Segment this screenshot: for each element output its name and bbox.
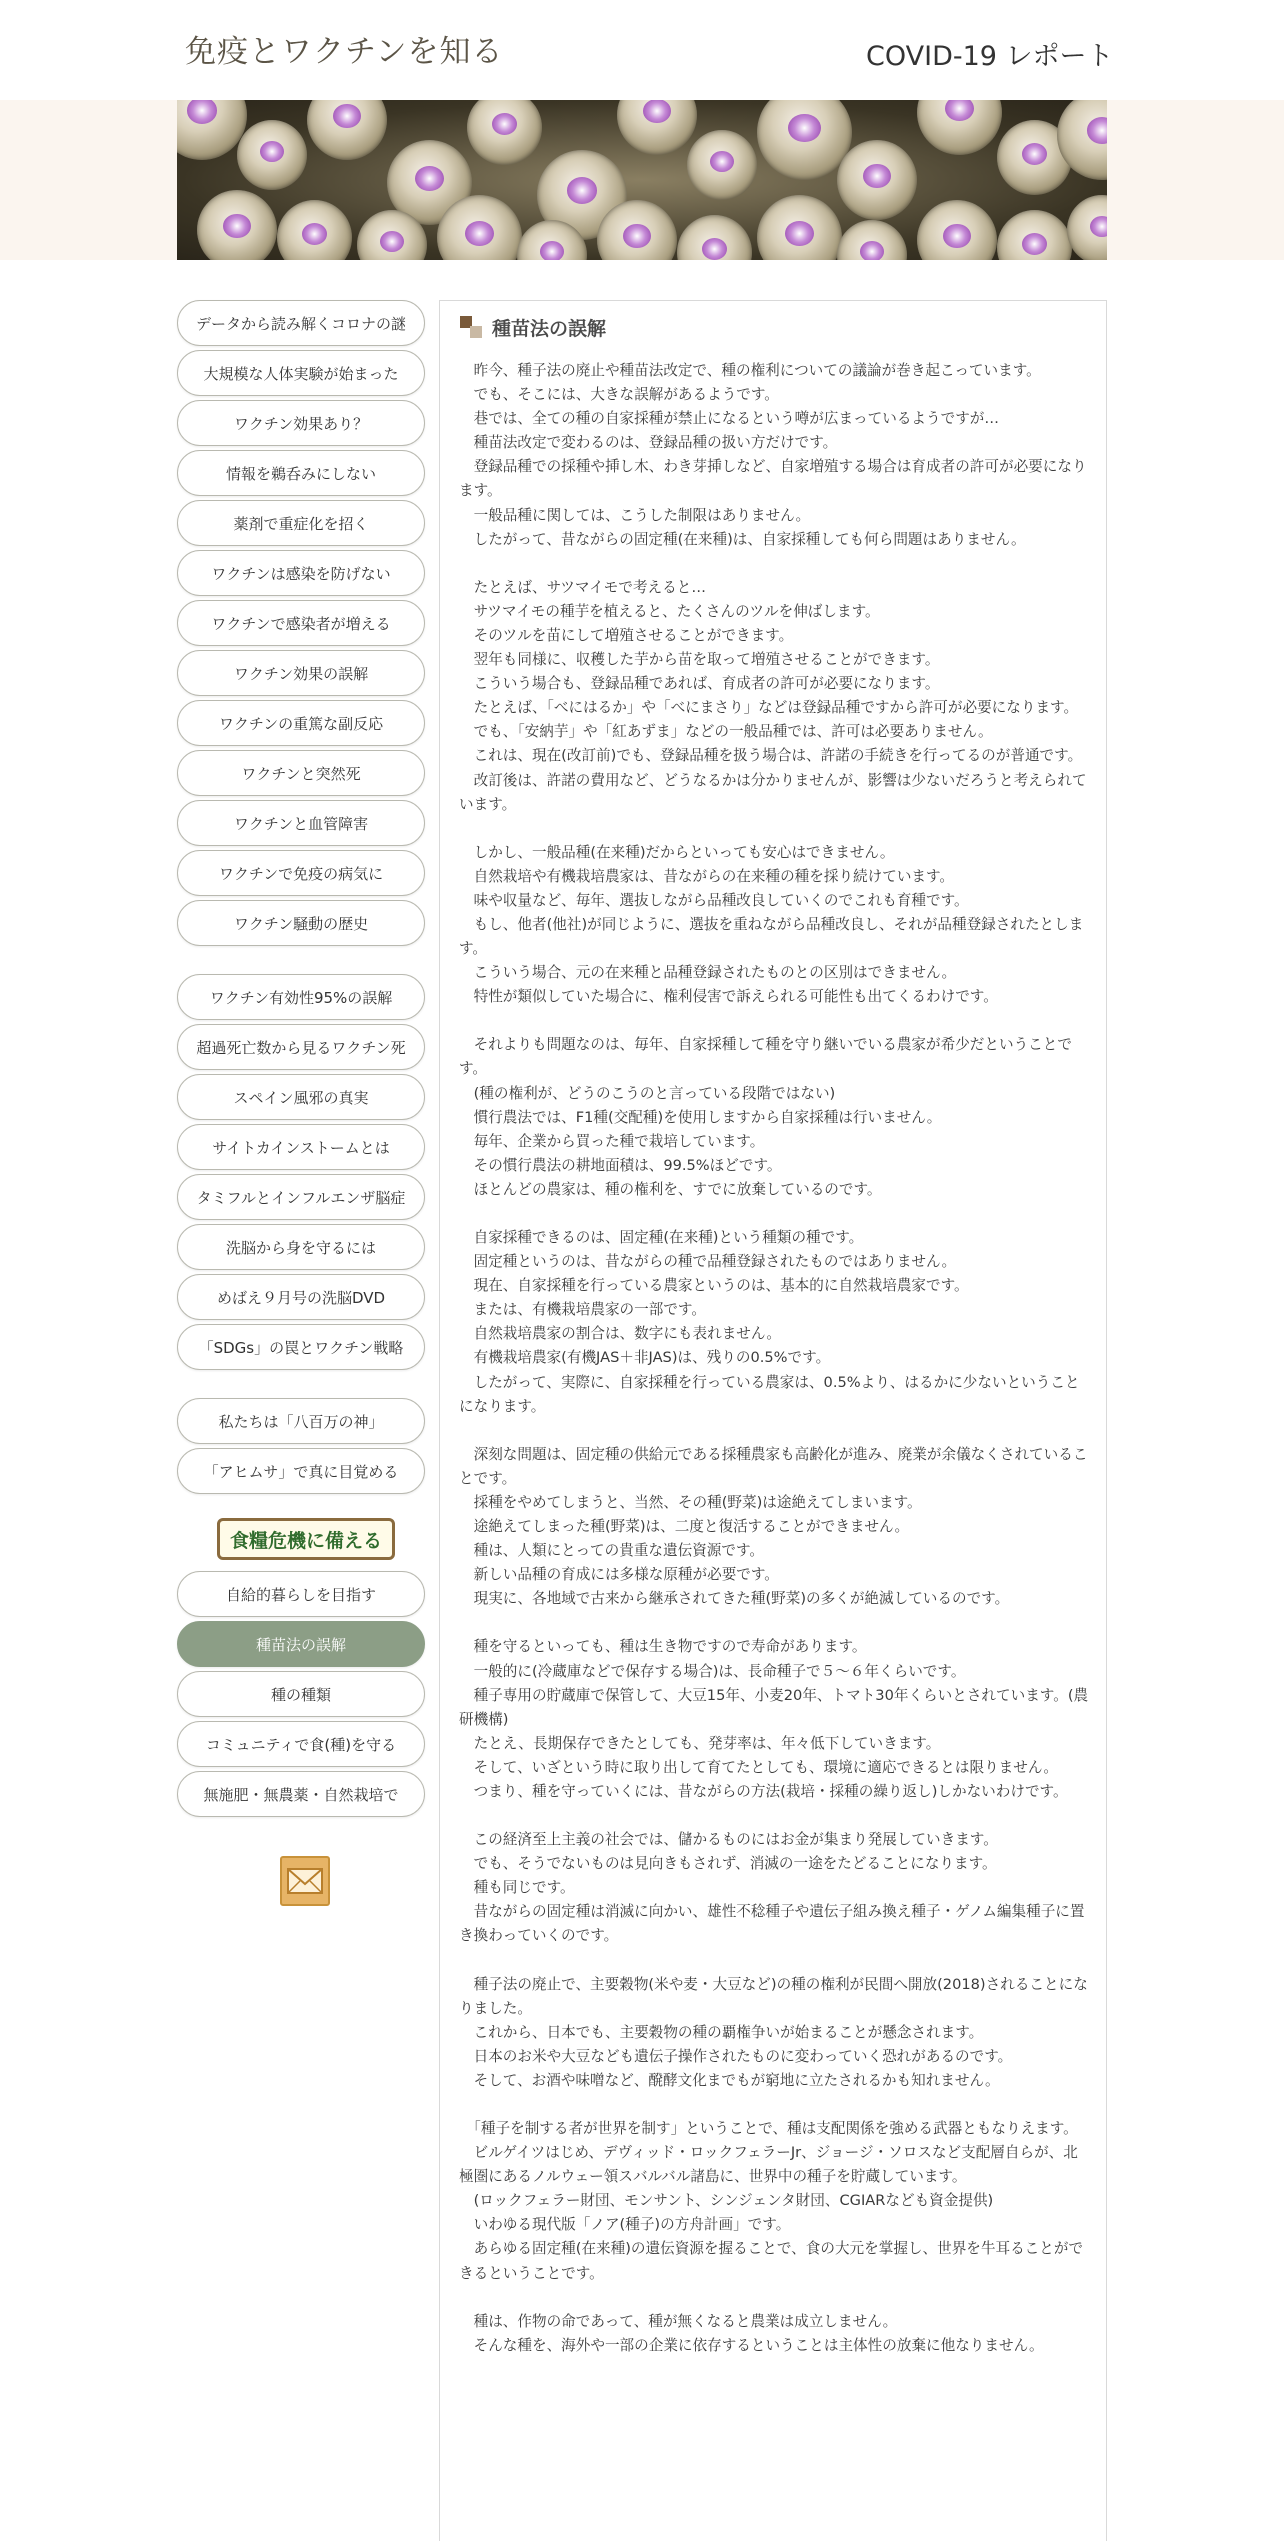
article-line: 種子法の廃止で、主要穀物(米や麦・大豆など)の種の権利が民間へ開放(2018)されることになりました。 bbox=[459, 1975, 1088, 2017]
sidebar-item[interactable]: 洗脳から身を守るには bbox=[177, 1224, 425, 1270]
sidebar-item[interactable]: めばえ９月号の洗脳DVD bbox=[177, 1274, 425, 1320]
article-body bbox=[459, 359, 1089, 2382]
sidebar-item[interactable]: 私たちは「八百万の神」 bbox=[177, 1398, 425, 1444]
article-line: ビルゲイツはじめ、デヴィッド・ロックフェラーJr、ジョージ・ソロスなど支配層自らが、北極圏にあるノルウェー領スバルバル諸島に、世界中の種子を貯蔵しています。 bbox=[459, 2144, 1078, 2186]
section-badge: 食糧危機に備える bbox=[217, 1518, 395, 1560]
sidebar-item[interactable]: 自給的暮らしを目指す bbox=[177, 1571, 425, 1617]
article-paragraph bbox=[459, 1226, 1089, 1419]
article-line: 深刻な問題は、固定種の供給元である採種農家も高齢化が進み、廃業が余儀なくされていることです。 bbox=[459, 1445, 1088, 1487]
article-line: 日本のお米や大豆なども遺伝子操作されたものに変わっていく恐れがあるのです。 bbox=[459, 2047, 1013, 2065]
article-line: しかし、一般品種(在来種)だからといっても安心はできません。 bbox=[459, 843, 895, 861]
page-title-text: 種苗法の誤解 bbox=[492, 317, 607, 340]
main-content bbox=[439, 300, 1107, 2541]
anemone-tentacle bbox=[687, 130, 757, 200]
article-line: そのツルを苗にして増殖させることができます。 bbox=[459, 626, 794, 644]
article-line: そして、いざという時に取り出して育てたとしても、環境に適応できるとは限りません。 bbox=[459, 1758, 1058, 1776]
sidebar-item[interactable]: スペイン風邪の真実 bbox=[177, 1074, 425, 1120]
site-subtitle: COVID-19 レポート bbox=[866, 41, 1114, 72]
article-line: 特性が類似していた場合に、権利侵害で訴えられる可能性も出てくるわけです。 bbox=[459, 988, 998, 1006]
article-paragraph bbox=[459, 841, 1089, 1010]
page-title bbox=[460, 313, 606, 341]
article-line: でも、そうでないものは見向きもされず、消滅の一途をたどることになります。 bbox=[459, 1855, 997, 1873]
article-line: 有機栽培農家(有機JAS＋非JAS)は、残りの0.5%です。 bbox=[459, 1349, 831, 1367]
site-title[interactable]: 免疫とワクチンを知る bbox=[185, 34, 504, 70]
article-line: これから、日本でも、主要穀物の種の覇権争いが始まることが懸念されます。 bbox=[459, 2023, 984, 2041]
article-line: その慣行農法の耕地面積は、99.5%ほどです。 bbox=[459, 1156, 782, 1174]
article-line: 改訂後は、許諾の費用など、どうなるかは分かりませんが、影響は少ないだろうと考えられています。 bbox=[459, 771, 1087, 813]
article-line: 固定種というのは、昔ながらの種で品種登録されたものではありません。 bbox=[459, 1253, 957, 1271]
sidebar-item[interactable]: サイトカインストームとは bbox=[177, 1124, 425, 1170]
anemone-tentacle bbox=[837, 220, 907, 260]
article-line: そして、お酒や味噌など、醗酵文化までもが窮地に立たされるかも知れません。 bbox=[459, 2071, 1000, 2089]
article-line: 一般的に(冷蔵庫などで保存する場合)は、長命種子で５～６年くらいです。 bbox=[459, 1662, 966, 1680]
sidebar-item[interactable]: ワクチンで感染者が増える bbox=[177, 600, 425, 646]
article-line: 昔ながらの固定種は消滅に向かい、雄性不稔種子や遺伝子組み換え種子・ゲノム編集種子に置き換わっていくのです。 bbox=[459, 1903, 1085, 1945]
article-line: たとえ、長期保存できたとしても、発芽率は、年々低下していきます。 bbox=[459, 1734, 941, 1752]
anemone-tentacle bbox=[197, 190, 277, 260]
article-line: でも、「安納芋」や「紅あずま」などの一般品種では、許可は必要ありません。 bbox=[459, 723, 993, 741]
article-line: それよりも問題なのは、毎年、自家採種して種を守り継いでいる農家が希少だということです。 bbox=[459, 1036, 1072, 1078]
article-line: いわゆる現代版「ノア(種子)の方舟計画」です。 bbox=[459, 2216, 791, 2234]
article-line: 新しい品種の育成には多様な原種が必要です。 bbox=[459, 1566, 779, 1584]
banner-image bbox=[177, 100, 1107, 260]
sidebar-item[interactable]: 種の種類 bbox=[177, 1671, 425, 1717]
sidebar-item[interactable]: 「SDGs」の罠とワクチン戦略 bbox=[177, 1324, 425, 1370]
article-line: 翌年も同様に、収穫した芋から苗を取って増殖させることができます。 bbox=[459, 651, 940, 669]
site-header bbox=[0, 0, 1284, 100]
article-paragraph bbox=[459, 1443, 1089, 1612]
article-paragraph bbox=[459, 2310, 1089, 2358]
sidebar-item[interactable]: ワクチン効果あり？ bbox=[177, 400, 425, 446]
anemone-tentacle bbox=[277, 200, 352, 260]
article-paragraph bbox=[459, 1828, 1089, 1948]
article-line: (種の権利が、どうのこうのと言っている段階ではない) bbox=[459, 1084, 836, 1102]
sidebar-item[interactable]: 種苗法の誤解 bbox=[177, 1621, 425, 1667]
article-line: 種を守るといっても、種は生き物ですので寿命があります。 bbox=[459, 1638, 867, 1656]
anemone-tentacle bbox=[617, 100, 697, 155]
article-paragraph bbox=[459, 2117, 1089, 2286]
article-line: そんな種を、海外や一部の企業に依存するということは主体性の放棄に他なりません。 bbox=[459, 2336, 1044, 2354]
anemone-tentacle bbox=[917, 100, 1002, 155]
article-line: サツマイモの種芋を植えると、たくさんのツルを伸ばします。 bbox=[459, 602, 880, 620]
sidebar-item[interactable]: 超過死亡数から見るワクチン死 bbox=[177, 1024, 425, 1070]
envelope-icon[interactable] bbox=[280, 1856, 330, 1906]
article-line: 種苗法改定で変わるのは、登録品種の扱い方だけです。 bbox=[459, 434, 838, 452]
article-line: または、有機栽培農家の一部です。 bbox=[459, 1301, 706, 1319]
anemone-tentacle bbox=[757, 195, 842, 260]
sidebar-item[interactable]: 情報を鵜呑みにしない bbox=[177, 450, 425, 496]
article-paragraph bbox=[459, 576, 1089, 817]
anemone-tentacle bbox=[677, 215, 752, 260]
article-line: でも、そこには、大きな誤解があるようです。 bbox=[459, 386, 779, 404]
article-line: 種は、人類にとっての貴重な遺伝資源です。 bbox=[459, 1542, 765, 1560]
sidebar-item[interactable]: ワクチンで免疫の病気に bbox=[177, 850, 425, 896]
sidebar-item[interactable]: ワクチンは感染を防げない bbox=[177, 550, 425, 596]
article-line: 登録品種での採種や挿し木、わき芽挿しなど、自家増殖する場合は育成者の許可が必要になります。 bbox=[459, 458, 1087, 500]
anemone-tentacle bbox=[997, 210, 1072, 260]
anemone-tentacle bbox=[237, 120, 307, 190]
article-line: これは、現在(改訂前)でも、登録品種を扱う場合は、許諾の手続きを行ってるのが普通です。 bbox=[459, 747, 1083, 765]
sidebar-item[interactable]: ワクチンと突然死 bbox=[177, 750, 425, 796]
article-line: 種子専用の貯蔵庫で保管して、大豆15年、小麦20年、トマト30年くらいとされています。(農研機構) bbox=[459, 1686, 1089, 1728]
sidebar-item[interactable]: 薬剤で重症化を招く bbox=[177, 500, 425, 546]
sidebar-item[interactable]: タミフルとインフルエンザ脳症 bbox=[177, 1174, 425, 1220]
anemone-tentacle bbox=[307, 100, 387, 160]
article-line: あらゆる固定種(在来種)の遺伝資源を握ることで、食の大元を掌握し、世界を牛耳ることができるということです。 bbox=[459, 2240, 1084, 2282]
article-line: 自然栽培や有機栽培農家は、昔ながらの在来種の種を採り続けています。 bbox=[459, 867, 955, 885]
article-line: こういう場合、元の在来種と品種登録されたものとの区別はできません。 bbox=[459, 964, 957, 982]
sidebar-item[interactable]: 「アヒムサ」で真に目覚める bbox=[177, 1448, 425, 1494]
article-line: 現実に、各地域で古来から継承されてきた種(野菜)の多くが絶滅しているのです。 bbox=[459, 1590, 1010, 1608]
article-line: 種も同じです。 bbox=[459, 1879, 575, 1897]
sidebar-item[interactable]: ワクチン効果の誤解 bbox=[177, 650, 425, 696]
article-line: 一般品種に関しては、こうした制限はありません。 bbox=[459, 506, 811, 524]
article-line: 自家採種できるのは、固定種(在来種)という種類の種です。 bbox=[459, 1229, 864, 1246]
article-paragraph bbox=[459, 1033, 1089, 1202]
article-line: ほとんどの農家は、種の権利を、すでに放棄しているのです。 bbox=[459, 1180, 882, 1198]
article-line: 毎年、企業から買った種で栽培しています。 bbox=[459, 1132, 765, 1150]
article-line: 昨今、種子法の廃止や種苗法改定で、種の権利についての議論が巻き起こっています。 bbox=[459, 362, 1041, 379]
article-line: したがって、実際に、自家採種を行っている農家は、0.5%より、はるかに少ないということになります。 bbox=[459, 1373, 1080, 1415]
sidebar-item[interactable]: 大規模な人体実験が始まった bbox=[177, 350, 425, 396]
article-paragraph bbox=[459, 1635, 1089, 1804]
article-line: つまり、種を守っていくには、昔ながらの方法(栽培・採種の繰り返し)しかないわけです。 bbox=[459, 1782, 1068, 1800]
article-line: 巷では、全ての種の自家採種が禁止になるという噂が広まっているようですが… bbox=[459, 410, 999, 428]
article-line: もし、他者(他社)が同じように、選抜を重ねながら品種改良し、それが品種登録されたとします。 bbox=[459, 915, 1084, 958]
article-line: 自然栽培農家の割合は、数字にも表れません。 bbox=[459, 1325, 781, 1343]
article-line: 途絶えてしまった種(野菜)は、二度と復活することができません。 bbox=[459, 1518, 910, 1536]
sidebar-item[interactable]: データから読み解くコロナの謎 bbox=[177, 300, 425, 346]
sidebar-item[interactable]: ワクチン騒動の歴史 bbox=[177, 900, 425, 946]
article-line: (ロックフェラー財団、モンサント、シンジェンタ財団、CGIARなども資金提供) bbox=[459, 2192, 994, 2210]
title-square-icon bbox=[460, 316, 482, 338]
anemone-tentacle bbox=[917, 200, 997, 260]
sidebar-item[interactable]: ワクチン有効性95%の誤解 bbox=[177, 974, 425, 1020]
anemone-tentacle bbox=[837, 140, 917, 220]
article-line: こういう場合も、登録品種であれば、育成者の許可が必要になります。 bbox=[459, 675, 940, 693]
article-line: たとえば、サツマイモで考えると… bbox=[459, 578, 706, 596]
article-line: 採種をやめてしまうと、当然、その種(野菜)は途絶えてしまいます。 bbox=[459, 1493, 922, 1511]
article-line: たとえば、「べにはるか」や「べにまさり」などは登録品種ですから許可が必要になります。 bbox=[459, 699, 1079, 717]
article-line: 味や収量など、毎年、選抜しながら品種改良していくのでこれも育種です。 bbox=[459, 891, 969, 909]
sidebar-item[interactable]: ワクチンと血管障害 bbox=[177, 800, 425, 846]
sidebar-item[interactable]: コミュニティで食(種)を守る bbox=[177, 1721, 425, 1767]
article-line: この経済至上主義の社会では、儲かるものにはお金が集まり発展していきます。 bbox=[459, 1831, 998, 1849]
article-line: 「種子を制する者が世界を制す」ということで、種は支配関係を強める武器ともなりえます。 bbox=[459, 2120, 1078, 2137]
sidebar-item[interactable]: ワクチンの重篤な副反応 bbox=[177, 700, 425, 746]
anemone-tentacle bbox=[1067, 195, 1107, 260]
article-line: したがって、昔ながらの固定種(在来種)は、自家採種しても何ら問題はありません。 bbox=[459, 530, 1026, 548]
article-line: 現在、自家採種を行っている農家というのは、基本的に自然栽培農家です。 bbox=[459, 1277, 969, 1295]
anemone-tentacle bbox=[467, 100, 542, 165]
article-line: 種は、作物の命であって、種が無くなると農業は成立しません。 bbox=[459, 2312, 898, 2330]
article-paragraph bbox=[459, 359, 1089, 552]
article-line: 慣行農法では、F1種(交配種)を使用しますから自家採種は行いません。 bbox=[459, 1108, 942, 1126]
article-paragraph bbox=[459, 1973, 1089, 2093]
sidebar-item[interactable]: 無施肥・無農薬・自然栽培で bbox=[177, 1771, 425, 1817]
